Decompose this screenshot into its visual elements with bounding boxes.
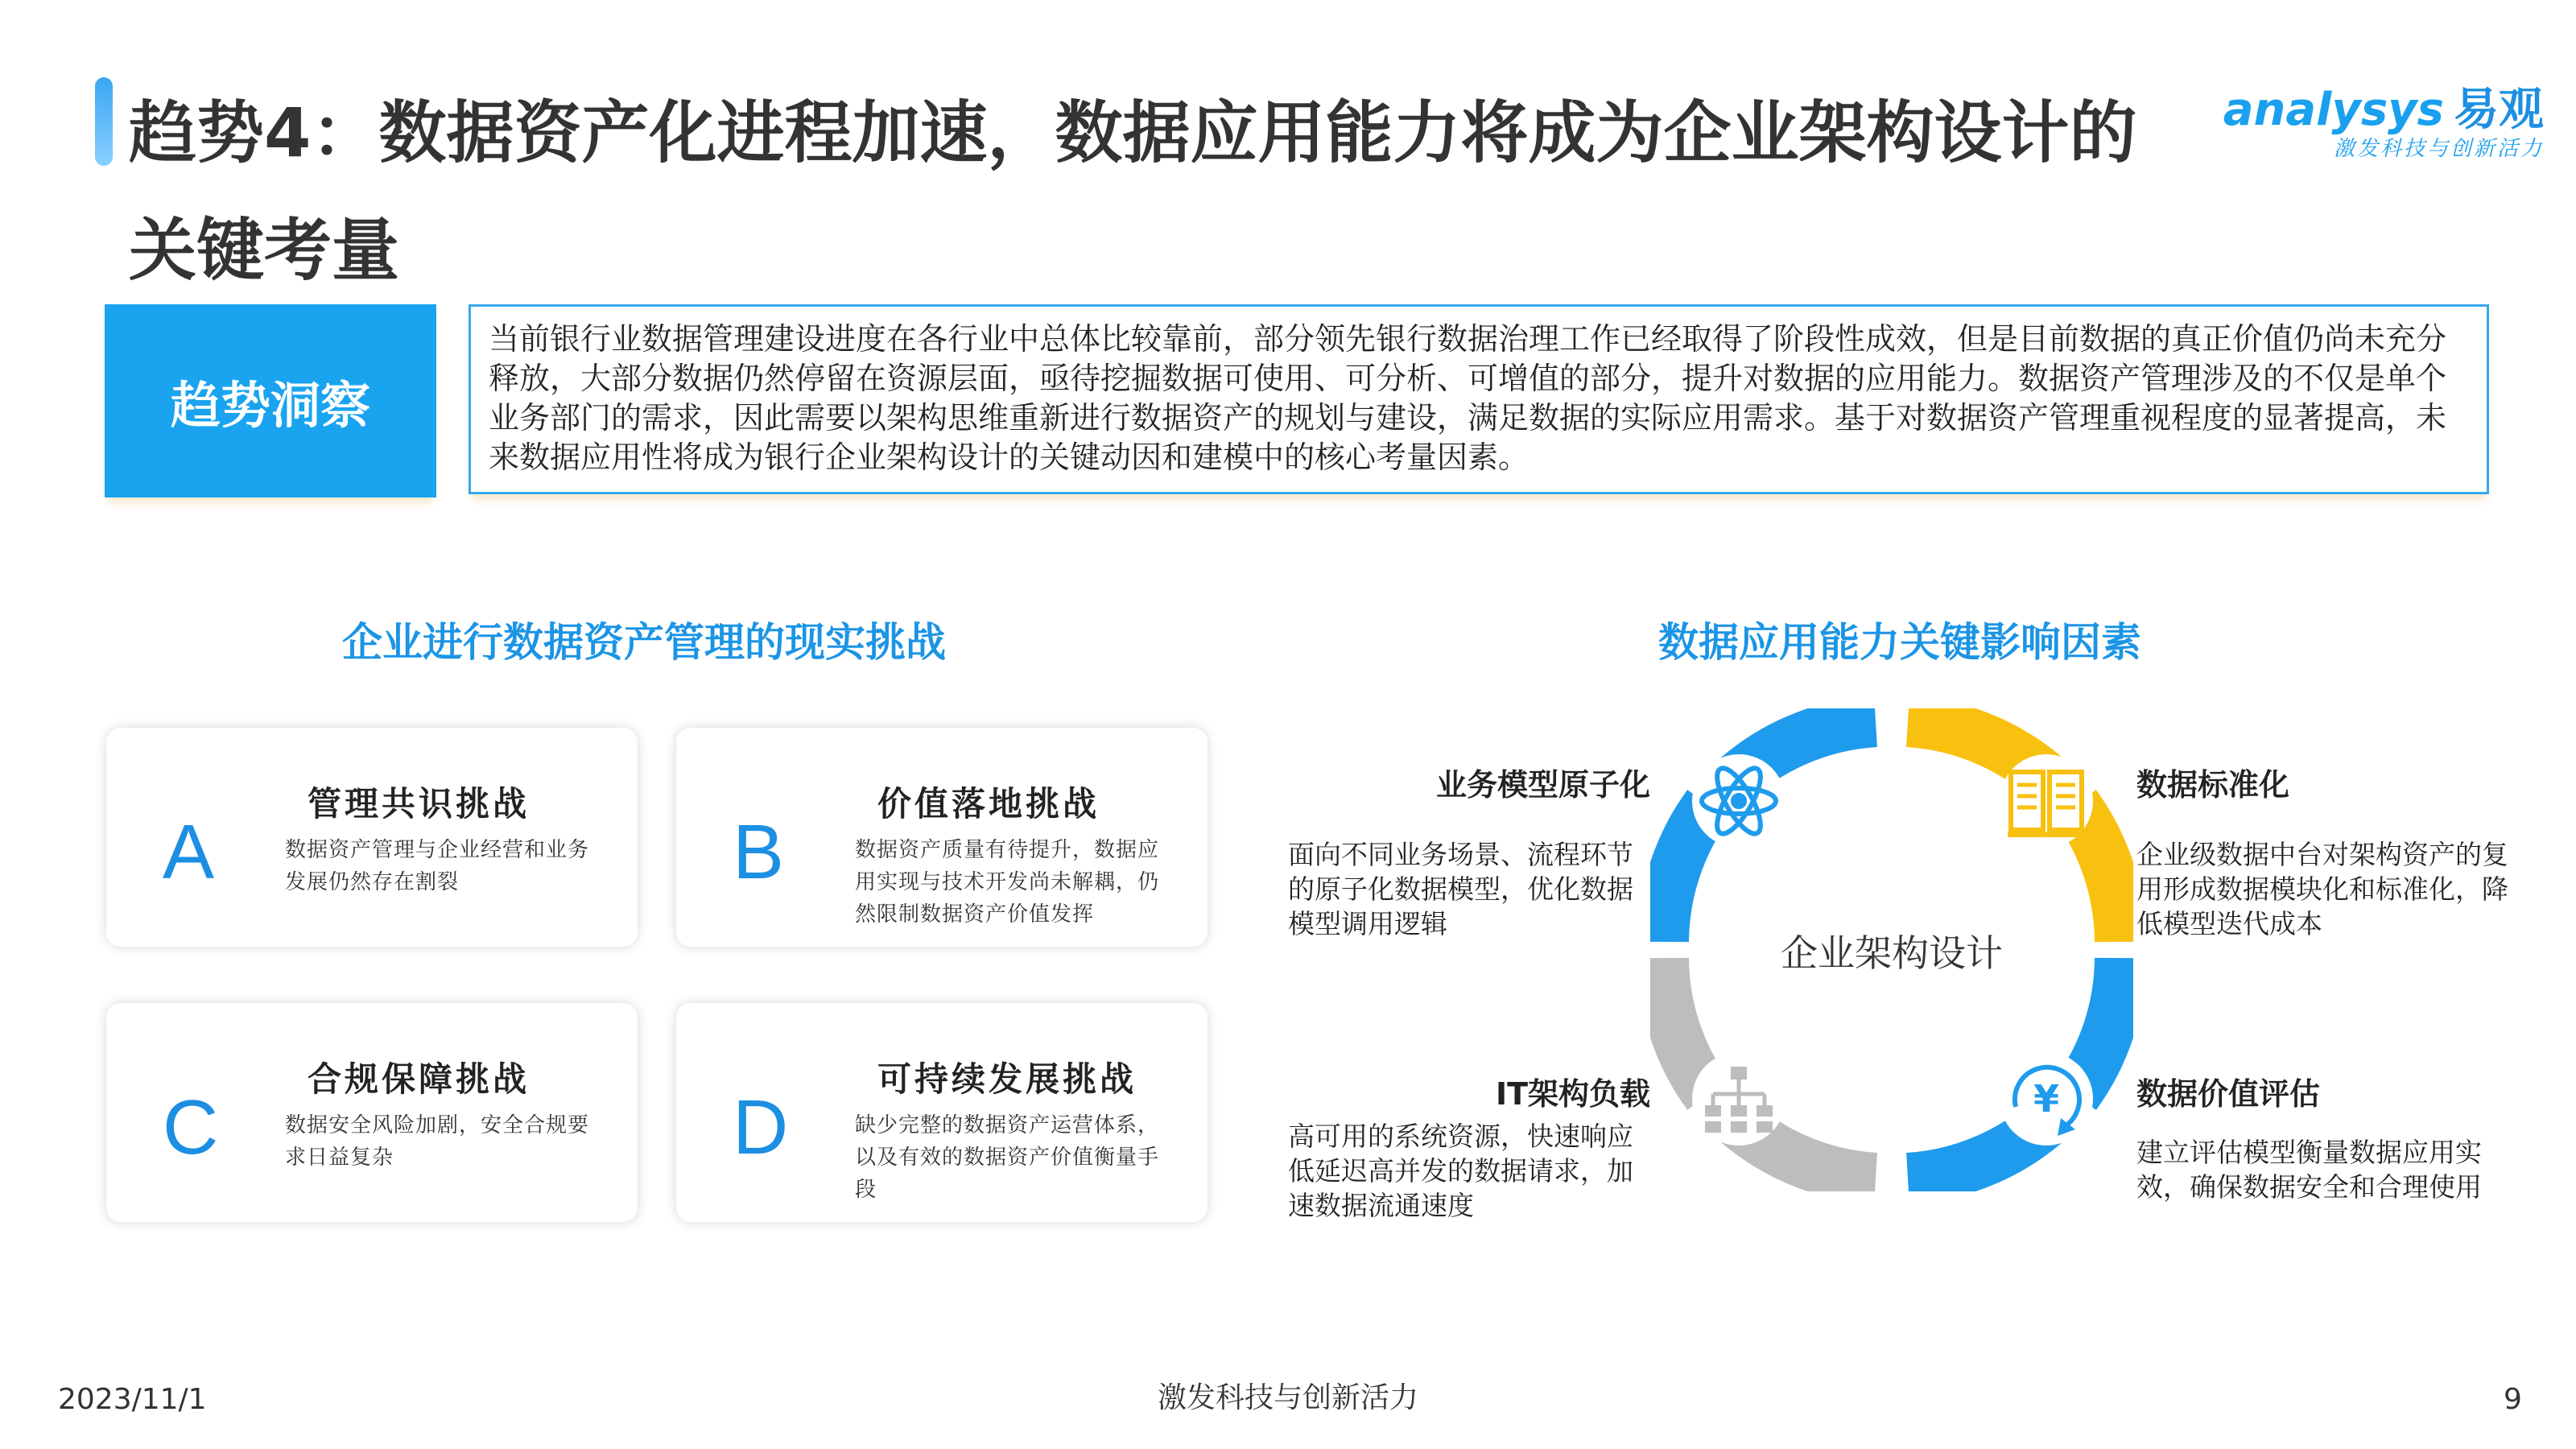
challenge-desc: 数据资产质量有待提升，数据应用实现与技术开发尚未解耦，仍然限制数据资产价值发挥 bbox=[855, 838, 1160, 927]
logo-wordmark bbox=[2223, 74, 2544, 138]
title-accent-bar bbox=[95, 77, 113, 166]
insight-text: 当前银行业数据管理建设进度在各行业中总体比较靠前，部分领先银行数据治理工作已经取得了阶段性成效，但是目前数据的真正价值仍尚未充分释放，大部分数据仍然停留在资源层面，亟待挖掘数据可使用、可分析、可增值的部分，提升对数据的应用能力。数据资产管理涉及的不仅是单个业务部门的需求，因此需要以架构思维重新进行数据资产的规划与建设，满足数据的实际应用需求。基于对数据资产管理重视程度的显著提高，未来数据应用性将成为银行企业架构设计的关键动因和建模中的核心考量因素。 bbox=[469, 304, 2489, 494]
challenge-card-b bbox=[676, 728, 1208, 947]
challenge-title: 合规保障挑战 bbox=[308, 1059, 530, 1099]
book-icon bbox=[2000, 754, 2093, 848]
factor-desc-atomic: 面向不同业务场景、流程环节的原子化数据模型，优化数据模型调用逻辑 bbox=[1288, 839, 1633, 939]
challenge-card-d bbox=[676, 1003, 1208, 1222]
footer-slogan: 激发科技与创新活力 bbox=[1157, 1381, 1418, 1414]
footer-date: 2023/11/1 bbox=[58, 1383, 207, 1416]
challenge-title: 价值落地挑战 bbox=[877, 784, 1100, 824]
factor-desc-value: 建立评估模型衡量数据应用实效，确保数据安全和合理使用 bbox=[2136, 1137, 2482, 1203]
factor-desc-it: 高可用的系统资源，快速响应低延迟高并发的数据请求，加速数据流通速度 bbox=[1288, 1121, 1633, 1221]
factor-title-atomic: 业务模型原子化 bbox=[1435, 767, 1650, 803]
factor-title-it: IT架构负载 bbox=[1495, 1076, 1650, 1112]
logo-cn-text: 易观 bbox=[2454, 84, 2544, 136]
challenge-letter: B bbox=[733, 809, 785, 895]
challenge-desc: 数据安全风险加剧，安全合规要求日益复杂 bbox=[285, 1113, 590, 1170]
challenge-title: 管理共识挑战 bbox=[308, 784, 530, 824]
challenge-card-c bbox=[106, 1003, 638, 1222]
page-number: 9 bbox=[2504, 1383, 2522, 1416]
atom-icon bbox=[1692, 754, 1785, 848]
challenge-desc: 数据资产管理与企业经营和业务发展仍然存在割裂 bbox=[285, 838, 590, 894]
challenge-desc: 缺少完整的数据资产运营体系，以及有效的数据资产价值衡量手段 bbox=[855, 1113, 1160, 1202]
factor-title-standard: 数据标准化 bbox=[2136, 767, 2290, 803]
challenges-title: 企业进行数据资产管理的现实挑战 bbox=[342, 619, 946, 666]
factors-title: 数据应用能力关键影响因素 bbox=[1658, 619, 2141, 666]
factor-desc-standard: 企业级数据中台对架构资产的复用形成数据模块化和标准化，降低模型迭代成本 bbox=[2136, 839, 2508, 939]
svg-text:¥: ¥ bbox=[2033, 1077, 2060, 1121]
challenge-letter: A bbox=[163, 809, 215, 895]
factor-title-value: 数据价值评估 bbox=[2136, 1076, 2321, 1112]
challenge-title: 可持续发展挑战 bbox=[877, 1059, 1137, 1099]
logo-text: analysys bbox=[2223, 84, 2444, 136]
challenge-letter: C bbox=[163, 1084, 219, 1170]
analysys-logo bbox=[2223, 74, 2544, 163]
hierarchy-icon bbox=[1692, 1052, 1785, 1146]
insight-label: 趋势洞察 bbox=[105, 304, 436, 497]
page-title: 趋势4：数据资产化进程加速，数据应用能力将成为企业架构设计的关键考量 bbox=[129, 93, 2137, 290]
ring-center-label: 企业架构设计 bbox=[1781, 931, 2003, 975]
logo-slogan: 激发科技与创新活力 bbox=[2333, 137, 2544, 161]
challenge-letter: D bbox=[733, 1084, 789, 1170]
yuan-cycle-icon bbox=[2000, 1052, 2093, 1146]
challenge-card-a bbox=[106, 728, 638, 947]
